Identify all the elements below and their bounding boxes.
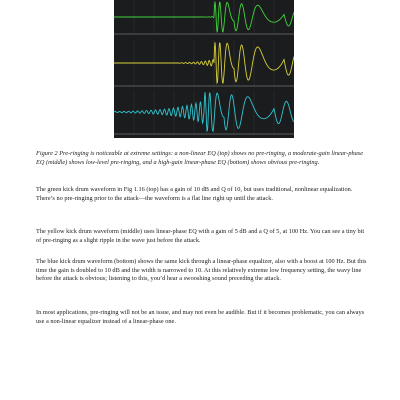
- paragraph-blue-waveform: The blue kick drum waveform (bottom) shows the same kick through a linear-phase equalizer, also with a boost at 100 Hz. But this time the gain is doubled to 10 dB and the width is narrowed to 10. At this relatively extreme low frequency setting, the wavy line before the attack is obvious; listening to this, you’d hear a swooshing sound preceding the attack.: [36, 258, 367, 283]
- waveform-panel-3: [114, 90, 294, 134]
- paragraph-green-waveform: The green kick drum waveform in Fig 1.16 (top) has a gain of 10 dB and Q of 10, but uses traditional, nonlinear equalization. There’s no pre-ringing prior to the attack—the waveform is a flat line right up until the attack.: [36, 186, 353, 202]
- waveform-figure: [114, 0, 294, 138]
- paragraph-yellow-waveform: The yellow kick drum waveform (middle) uses linear-phase EQ with a gain of 5 dB and a Q of 5, at 100 Hz. You can see a tiny bit of pre-ringing as a slight ripple in the wave just before the attack.: [36, 228, 365, 244]
- waveform-panel-2: [114, 40, 294, 86]
- figure-caption: Figure 2 Pre-ringing is noticeable at extreme settings: a non-linear EQ (top) shows no pre-ringing, a moderate-gain linear-phase EQ (middle) shows low-level pre-ringing, and a high-gain linear-phase EQ (bottom) shows obvious pre-ringing.: [36, 150, 364, 166]
- paragraph-conclusion: In most applications, pre-ringing will not be an issue, and may not even be audible. But if it becomes problematic, you can always use a non-linear equalizer instead of a linear-phase one.: [36, 309, 365, 325]
- waveform-figure-image: [114, 0, 294, 138]
- waveform-panel-1: [114, 0, 294, 34]
